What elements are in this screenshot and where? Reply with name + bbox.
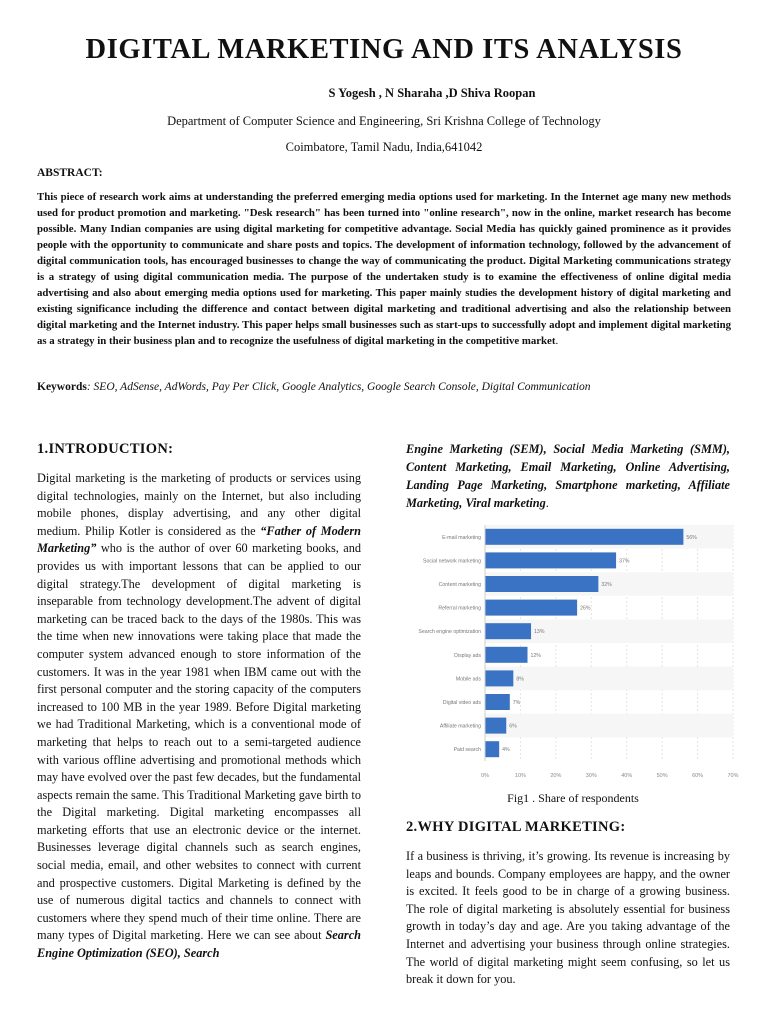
x-tick-label: 50% (656, 773, 668, 779)
x-tick-label: 70% (727, 773, 739, 779)
category-label: Display ads (454, 652, 481, 659)
x-tick-label: 30% (585, 773, 597, 779)
bar (485, 694, 510, 710)
row-band (485, 714, 733, 738)
category-label: Referral marketing (438, 605, 481, 612)
bar (485, 529, 683, 545)
x-tick-label: 10% (514, 773, 526, 779)
abstract-body (37, 189, 731, 349)
bar (485, 576, 598, 592)
bar (485, 600, 577, 616)
authors: S Yogesh , N Sharaha ,D Shiva Roopan (328, 86, 536, 100)
data-label: 13% (534, 629, 545, 636)
intro-kotler-title: “Father of Modern Marketing” (37, 523, 362, 556)
paper-title: DIGITAL MARKETING AND ITS ANALYSIS (85, 34, 683, 65)
figure-caption: Fig1 . Share of respondents (507, 791, 639, 805)
data-label: 32% (601, 582, 612, 588)
intro-types-start: Search Engine Optimization (SEO), Search (37, 928, 361, 961)
bar (485, 623, 531, 639)
share-of-respondents-chart (408, 521, 742, 789)
intro-continuation (406, 440, 730, 512)
intro-text-a: Digital marketing is the marketing of products or services using digital technologies, mainly on the Internet, but also including mobile phones, display advertising, and any other digital medium. Philip Kotler is considered as the (37, 471, 361, 538)
data-label: 7% (512, 700, 521, 706)
category-label: E-mail marketing (442, 534, 481, 541)
category-label: Paid search (453, 747, 481, 754)
why-digital-marketing-heading: 2.WHY DIGITAL MARKETING: (406, 819, 626, 835)
bar-chart-svg (408, 521, 742, 789)
right-column-top (406, 440, 730, 512)
bar (485, 552, 616, 568)
data-label: 12% (530, 652, 541, 659)
intro-text-b: who is the author of over 60 marketing books, and provides us with important lessons that can be applied to our digital strategy.The development of digital marketing is inseparable from technology development.The advent of digital marketing can be traced back to the days of the 1980s. This was the time when new innovations were taking place that made the computer system advanced enough to store information of the customers. It was in the year 1981 when IBM came out with the first personal computer and the storing capacity of the computers increased to 100 MB in the year 1989. Before Digital marketing we had Traditional Marketing, which is a conventional mode of marketing that helps to reach out to a semi-targeted audience with various offline advertising and promotional methods which may have evolved over the past few decades, but the fundamental aspects remain the same. This Traditional Marketing gave birth to the Digital marketing. Digital marketing encompasses all marketing efforts that use an electronic device or the internet. Businesses leverage digital channels such as search engines, social media, email, and other websites to connect with current and prospective customers. Digital Marketing is defined by the use of numerous digital tactics and channels to connect with customers where they spend much of their time online. There are many types of Digital marketing. Here we can see about (37, 541, 361, 943)
abstract-heading: ABSTRACT: (37, 167, 103, 179)
bar (485, 741, 499, 757)
x-tick-label: 40% (621, 773, 633, 779)
category-label: Digital video ads (442, 700, 481, 706)
data-label: 4% (502, 747, 510, 754)
intro-types-list: Engine Marketing (SEM), Social Media Marketing (SMM), Content Marketing, Email Marketing, Online Advertising, Landing Page Marketing, Smartphone marketing, Affiliate Marketing, Viral marketing (406, 442, 730, 510)
category-label: Mobile ads (455, 676, 481, 683)
data-label: 8% (516, 676, 524, 683)
left-column (37, 441, 361, 963)
abstract-period: . (555, 335, 559, 347)
x-tick-label: 20% (550, 773, 562, 779)
data-label: 26% (580, 605, 591, 612)
keywords (37, 381, 737, 393)
category-label: Affiliate marketing (439, 723, 481, 730)
affiliation-location: Coimbatore, Tamil Nadu, India,641042 (285, 140, 483, 154)
bar (485, 718, 506, 734)
data-label: 37% (619, 558, 630, 565)
bar (485, 670, 513, 686)
why-digital-marketing-paragraph: If a business is thriving, it’s growing. Its revenue is increasing by leaps and bounds. Company employees are happy, and the owner is excited. It feels good to be in charge of a growing business. The role of digital marketing is absolutely essential for business growth in today’s day and age. Are you taking advantage of the Internet and advertising your business through online strategies. The world of digital marketing might seem confusing, so let us break it down for you. (406, 849, 730, 987)
introduction-heading: 1.INTRODUCTION: (37, 441, 174, 457)
keywords-label: Keywords (37, 381, 87, 393)
keywords-list: : SEO, AdSense, AdWords, Pay Per Click, Google Analytics, Google Search Console, Digital Communication (86, 381, 591, 393)
data-label: 6% (509, 723, 517, 730)
category-label: Search engine optimization (418, 629, 481, 636)
intro-types-period: . (545, 496, 549, 510)
abstract-text: This piece of research work aims at understanding the preferred emerging media options used for marketing. In the Internet age many new methods used for product promotion and marketing. "Desk research" has been turned into "online research", now in the online, market research has become possible. Many Indian companies are using digital marketing for competitive advantage. Social Media has quickly gained prominence as it provides people with the opportunity to communicate and share posts and topics. The development of information technology, followed by the advancement of digital communication tools, has encouraged businesses to change the way of communicating the product. Digital Marketing communications strategy is a strategy of using digital communication media. The purpose of the undertaken study is to examine the effectiveness of online digital media advertising and also about emerging media options used for marketing. This paper mainly studies the development history of digital marketing and existing significance including the difference and contact between digital marketing and traditional advertising and also the relationship between digital marketing and the Internet industry. This paper helps small businesses such as start-ups to successfully adopt and implement digital marketing as a strategy in their business plan and to recognize the usefulness of digital marketing in the competitive market (37, 191, 731, 347)
why-digital-marketing-section (406, 819, 730, 989)
x-tick-label: 0% (481, 773, 489, 779)
data-label: 56% (686, 534, 697, 541)
category-label: Social network marketing (423, 558, 481, 565)
introduction-paragraph (37, 470, 361, 963)
bar (485, 647, 528, 663)
x-tick-label: 60% (692, 773, 704, 779)
category-label: Content marketing (438, 582, 481, 588)
affiliation-department: Department of Computer Science and Engineering, Sri Krishna College of Technology (167, 114, 601, 128)
